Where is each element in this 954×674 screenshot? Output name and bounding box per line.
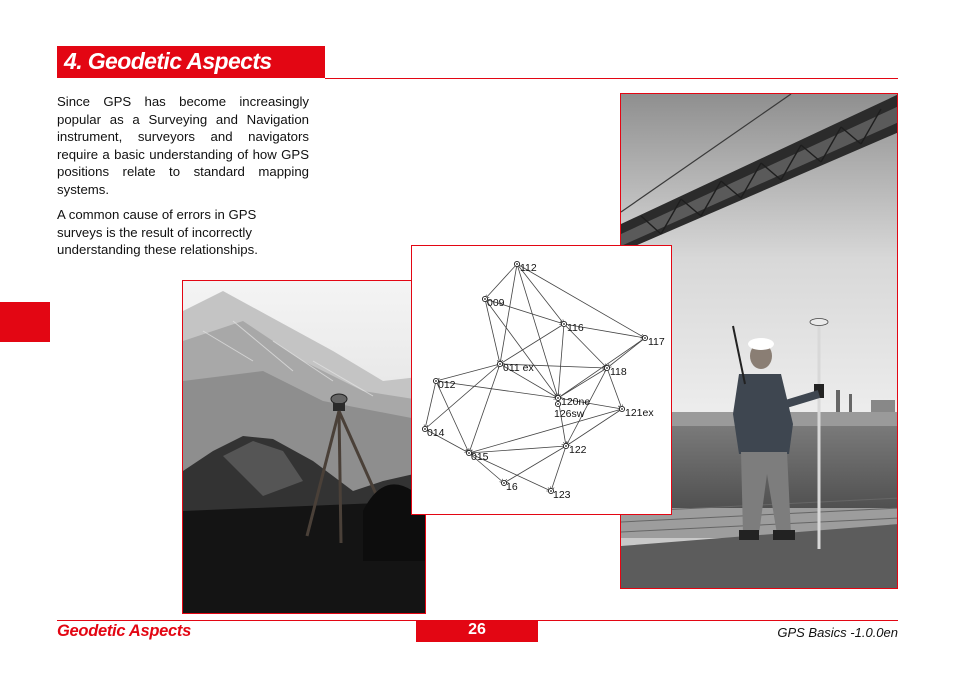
network-point-center [484,298,486,300]
network-baseline [469,409,622,453]
network-baseline [436,381,469,453]
network-point-center [468,452,470,454]
network-point-label: 014 [427,427,445,439]
network-point-center [606,367,608,369]
page-number: 26 [468,621,486,638]
network-point-label: 011 ex [503,362,534,374]
network-point-center [435,380,437,382]
body-paragraph-2: A common cause of errors in GPS surveys is the result of incorrectly understanding these relationships. [57,207,258,257]
network-baseline [485,299,558,398]
network-baseline [425,381,436,429]
network-point-center [424,428,426,430]
footer-section-title: Geodetic Aspects [57,622,191,640]
network-point-label: 16 [506,481,518,493]
network-point-center [550,490,552,492]
network-baseline [500,264,517,364]
network-baseline [558,324,564,398]
network-point-label: 122 [569,444,587,456]
network-point-center [565,445,567,447]
network-point-center [557,397,559,399]
network-baseline [504,446,566,483]
document-id: GPS Basics -1.0.0en [777,625,898,640]
network-point-label: 112 [520,262,537,274]
network-point-center [563,323,565,325]
network-point-label: 012 [438,379,456,391]
network-point-center [499,363,501,365]
title-rule [325,78,898,79]
network-point-center [644,337,646,339]
body-paragraph-1: Since GPS has become increasingly popular as a Surveying and Navigation instrument, surveyors and navigators require a basic understanding of how GPS positions relate to standard mapping systems. [57,94,309,197]
network-point-label: 123 [553,489,571,501]
network-baseline [500,324,564,364]
network-point-center [503,482,505,484]
network-baseline [551,446,566,491]
network-point-label: 121ex [625,407,654,419]
network-point-label: 118 [610,366,627,378]
network-point-label: 126sw [554,408,585,420]
network-point-center [557,403,559,405]
network-point-label: 120ne [561,396,591,408]
network-point-center [516,263,518,265]
network-point-label: 116 [567,322,584,334]
network-baseline [558,368,607,398]
network-baseline [607,338,645,368]
gps-network-diagram [411,245,672,515]
page-title: 4. Geodetic Aspects [64,48,272,74]
network-point-label: 009 [487,297,505,309]
network-point-center [621,408,623,410]
chapter-tab-marker [0,302,50,342]
mountain-tripod-photo [182,280,426,614]
network-point-label: 117 [648,336,665,348]
network-point-label: 015 [471,451,489,463]
